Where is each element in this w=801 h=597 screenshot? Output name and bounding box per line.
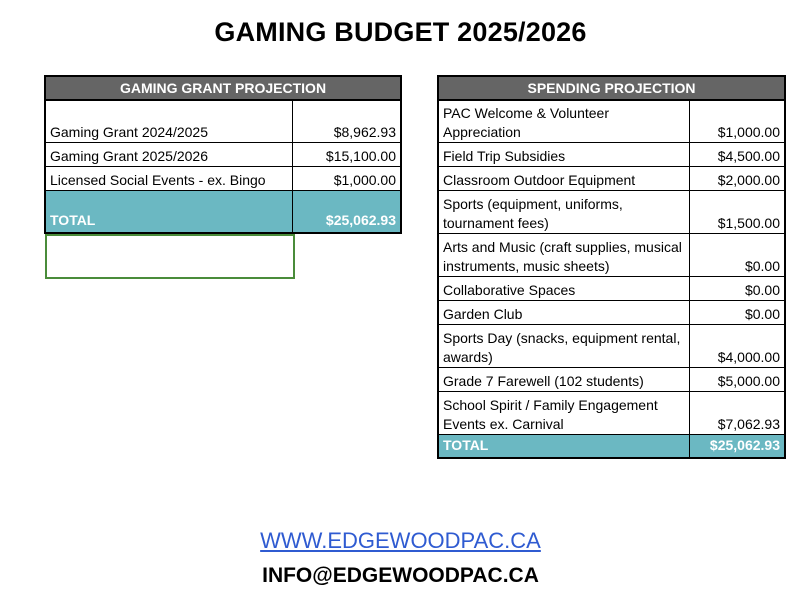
grant-row-amount: $1,000.00 bbox=[292, 166, 401, 190]
table-row bbox=[438, 190, 785, 233]
table-row bbox=[438, 367, 785, 391]
table-row bbox=[438, 324, 785, 367]
spending-table-header: SPENDING PROJECTION bbox=[438, 76, 785, 100]
table-row bbox=[438, 391, 785, 434]
table-row bbox=[438, 276, 785, 300]
table-row bbox=[45, 142, 401, 166]
spending-row-amount: $7,062.93 bbox=[689, 391, 785, 434]
grant-row-label: Gaming Grant 2025/2026 bbox=[45, 142, 292, 166]
table-row bbox=[45, 100, 401, 142]
spending-row-label: Garden Club bbox=[438, 300, 689, 324]
table-row bbox=[438, 300, 785, 324]
spending-row-label: Collaborative Spaces bbox=[438, 276, 689, 300]
spending-projection-table bbox=[437, 75, 786, 459]
table-row bbox=[438, 142, 785, 166]
total-row bbox=[438, 434, 785, 458]
spending-row-amount: $1,500.00 bbox=[689, 190, 785, 233]
grant-table-header: GAMING GRANT PROJECTION bbox=[45, 76, 401, 100]
table-header-row bbox=[45, 76, 401, 100]
spending-row-amount: $4,500.00 bbox=[689, 142, 785, 166]
spending-row-label: Field Trip Subsidies bbox=[438, 142, 689, 166]
gaming-grant-table bbox=[44, 75, 402, 234]
spending-row-label: School Spirit / Family Engagement Events ex. Carnival bbox=[438, 391, 689, 434]
grant-row-amount: $15,100.00 bbox=[292, 142, 401, 166]
page-title: GAMING BUDGET 2025/2026 bbox=[214, 17, 587, 47]
spending-row-amount: $0.00 bbox=[689, 300, 785, 324]
grant-row-label: Licensed Social Events - ex. Bingo bbox=[45, 166, 292, 190]
spending-total-amount: $25,062.93 bbox=[689, 434, 785, 458]
spending-row-label: Arts and Music (craft supplies, musical instruments, music sheets) bbox=[438, 233, 689, 276]
spending-row-amount: $5,000.00 bbox=[689, 367, 785, 391]
grant-total-amount: $25,062.93 bbox=[292, 190, 401, 233]
selected-empty-cell[interactable] bbox=[45, 234, 295, 279]
table-row bbox=[438, 233, 785, 276]
spending-total-label: TOTAL bbox=[438, 434, 689, 458]
website-link[interactable]: WWW.EDGEWOODPAC.CA bbox=[260, 528, 541, 553]
grant-total-label: TOTAL bbox=[45, 190, 292, 233]
spending-row-amount: $4,000.00 bbox=[689, 324, 785, 367]
spending-row-amount: $1,000.00 bbox=[689, 100, 785, 142]
spending-row-label: Sports (equipment, uniforms, tournament fees) bbox=[438, 190, 689, 233]
grant-row-amount: $8,962.93 bbox=[292, 100, 401, 142]
spending-row-label: PAC Welcome & Volunteer Appreciation bbox=[438, 100, 689, 142]
spending-row-label: Classroom Outdoor Equipment bbox=[438, 166, 689, 190]
spending-row-label: Grade 7 Farewell (102 students) bbox=[438, 367, 689, 391]
contact-email: INFO@EDGEWOODPAC.CA bbox=[262, 564, 539, 587]
table-row bbox=[438, 100, 785, 142]
table-header-row bbox=[438, 76, 785, 100]
spending-row-amount: $0.00 bbox=[689, 233, 785, 276]
spending-row-amount: $0.00 bbox=[689, 276, 785, 300]
spending-row-amount: $2,000.00 bbox=[689, 166, 785, 190]
total-row bbox=[45, 190, 401, 233]
spending-row-label: Sports Day (snacks, equipment rental, awards) bbox=[438, 324, 689, 367]
table-row bbox=[438, 166, 785, 190]
grant-row-label: Gaming Grant 2024/2025 bbox=[45, 100, 292, 142]
table-row bbox=[45, 166, 401, 190]
